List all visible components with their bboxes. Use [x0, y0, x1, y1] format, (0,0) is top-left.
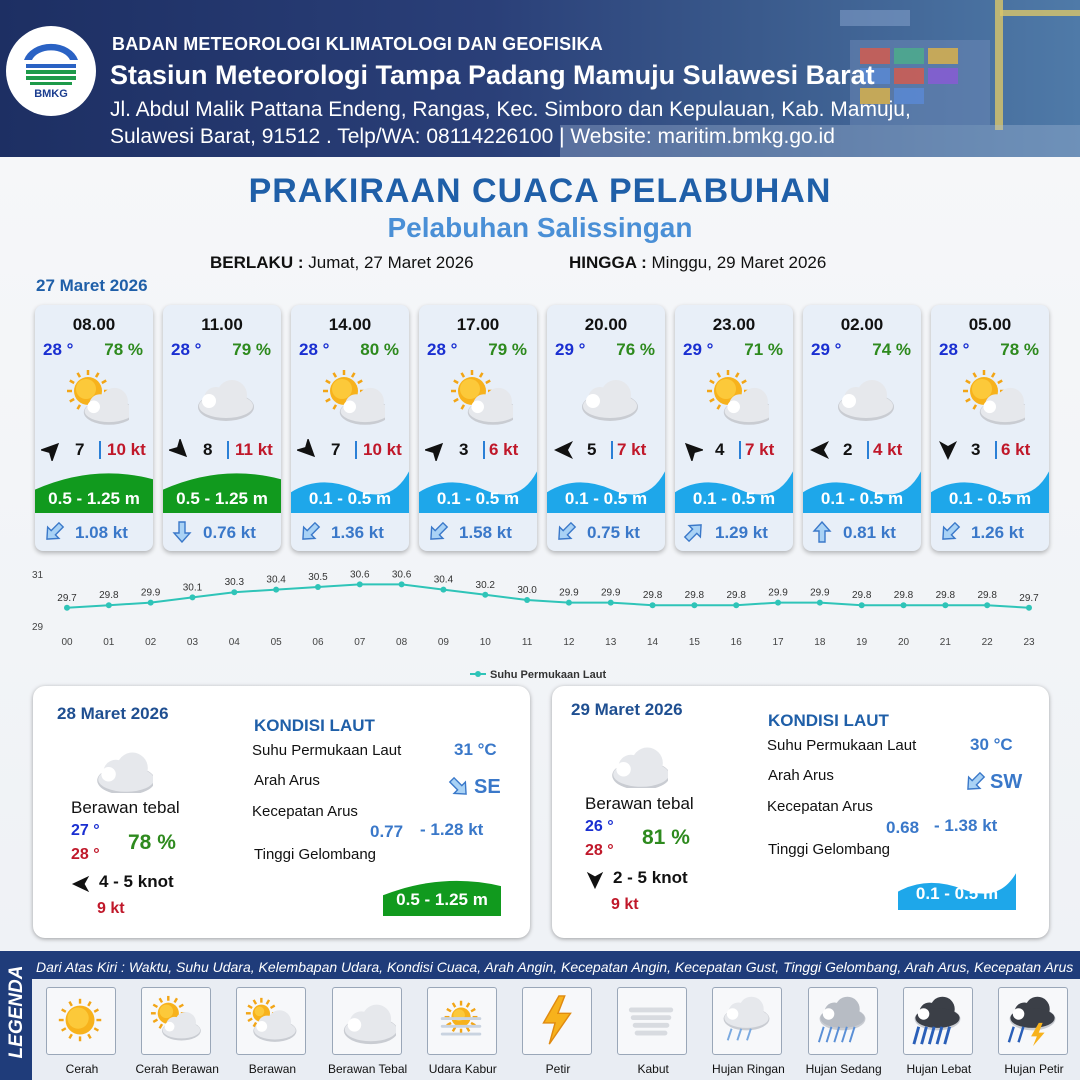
station-name: Stasiun Meteorologi Tampa Padang Mamuju Sulawesi Barat	[110, 60, 875, 90]
x-tick-label: 08	[396, 637, 408, 648]
legend-icon-box	[46, 987, 116, 1055]
gust-speed: 9 kt	[97, 900, 125, 917]
card-current	[35, 519, 153, 547]
data-point	[482, 592, 488, 598]
x-tick-label: 22	[981, 637, 993, 648]
panel-date: 29 Maret 2026	[571, 700, 683, 719]
current-speed: 1.36 kt	[331, 523, 384, 542]
data-label: 30.2	[475, 579, 495, 591]
current-arrow-icon	[448, 776, 470, 798]
current-arrow-icon	[683, 521, 705, 543]
overcast-icon	[827, 369, 897, 425]
data-label: 29.8	[99, 590, 119, 602]
current-speed-min: 0.77	[370, 822, 404, 841]
data-label: 30.4	[266, 574, 286, 586]
agency-name: BADAN METEOROLOGI KLIMATOLOGI DAN GEOFISIKA	[112, 34, 603, 54]
data-point	[984, 602, 990, 608]
card-temperature: 29 °	[683, 340, 714, 359]
haze-icon	[433, 994, 491, 1048]
wave-height: 0.5 - 1.25 m	[396, 890, 488, 909]
partly-cloudy-icon	[315, 369, 385, 425]
legend-title: LEGENDA	[6, 965, 27, 1059]
sunny-icon	[52, 994, 110, 1048]
gust-speed: 7 kt	[745, 440, 775, 459]
port-name: Pelabuhan Salissingan	[387, 212, 693, 243]
current-arrow-icon	[299, 521, 321, 543]
legend-label: Berawan Tebal	[328, 1062, 408, 1076]
legend-label: Berawan	[248, 1062, 297, 1076]
data-label: 30.3	[224, 577, 245, 589]
card-time: 02.00	[840, 315, 884, 334]
forecast-card	[35, 305, 153, 551]
legend-label: Hujan Lebat	[906, 1062, 972, 1076]
data-point	[733, 602, 739, 608]
current-speed-label: Kecepatan Arus	[252, 803, 358, 820]
card-temperature: 28 °	[299, 340, 330, 359]
data-point	[901, 602, 907, 608]
x-tick-label: 16	[730, 637, 742, 648]
x-tick-label: 11	[521, 637, 533, 648]
wave-height: 0.1 - 0.5 m	[948, 489, 1032, 508]
card-time: 14.00	[328, 315, 372, 334]
data-label: 30.6	[350, 569, 370, 581]
sea-condition-heading: KONDISI LAUT	[254, 716, 375, 735]
data-point	[650, 602, 656, 608]
gust-speed: 10 kt	[107, 440, 146, 459]
current-speed: 0.75 kt	[587, 523, 640, 542]
data-label: 29.9	[601, 587, 621, 599]
legend-side	[0, 951, 32, 1080]
card-temperature: 28 °	[939, 340, 970, 359]
x-tick-label: 18	[814, 637, 826, 648]
data-label: 29.7	[57, 592, 77, 604]
wave-height: 0.1 - 0.5 m	[308, 489, 392, 508]
wind-separator	[227, 441, 229, 459]
data-point	[189, 594, 195, 600]
x-tick-label: 03	[186, 637, 199, 648]
wind-arrow-icon	[553, 439, 575, 461]
legend-label: Hujan Petir	[1004, 1062, 1064, 1076]
wave-height: 0.1 - 0.5 m	[915, 884, 999, 903]
card-current	[675, 519, 793, 547]
legend-icon-box	[712, 987, 782, 1055]
current-direction: SW	[990, 771, 1023, 793]
data-point	[942, 602, 948, 608]
wind-speed: 7	[331, 440, 341, 459]
wind-separator	[867, 441, 869, 459]
card-wind	[425, 437, 533, 463]
data-point	[608, 600, 614, 606]
gust-speed: 10 kt	[363, 440, 402, 459]
data-point	[775, 600, 781, 606]
card-time: 11.00	[201, 315, 243, 334]
legend-items	[32, 979, 1080, 1080]
temp-min: 26 °	[585, 818, 614, 835]
card-wind	[297, 437, 405, 463]
data-point	[399, 581, 405, 587]
wave-height: 0.1 - 0.5 m	[820, 489, 904, 508]
light-rain-icon	[718, 994, 776, 1048]
x-tick-label: 12	[563, 637, 575, 648]
forecast-card	[291, 305, 409, 551]
sst-label: Suhu Permukaan Laut	[252, 742, 402, 759]
data-point	[148, 600, 154, 606]
legend-marker	[475, 671, 481, 677]
legend-icon-box	[236, 987, 306, 1055]
card-current	[547, 519, 665, 547]
card-current	[419, 519, 537, 547]
valid-to-value: Minggu, 29 Maret 2026	[651, 253, 827, 272]
wind-arrow-icon	[585, 870, 605, 890]
x-tick-label: 14	[647, 637, 659, 648]
wind-separator	[483, 441, 485, 459]
legend-item	[415, 987, 511, 1079]
gust-speed: 9 kt	[611, 896, 639, 913]
legend-item	[796, 987, 892, 1079]
card-time: 23.00	[712, 315, 756, 334]
current-speed: 1.08 kt	[75, 523, 128, 542]
current-direction-label: Arah Arus	[768, 767, 834, 784]
legend-icon-box	[427, 987, 497, 1055]
legend-icon-box	[617, 987, 687, 1055]
address-line-1: Jl. Abdul Malik Pattana Endeng, Rangas, Kec. Simboro dan Kepulauan, Kab. Mamuju,	[110, 98, 911, 121]
data-label: 29.8	[684, 590, 705, 602]
card-wind	[553, 437, 661, 463]
card-humidity: 74 %	[872, 340, 911, 359]
daily-panel	[552, 686, 1049, 938]
header-banner	[0, 0, 1080, 157]
valid-from	[210, 253, 474, 273]
current-direction-label: Arah Arus	[254, 772, 320, 789]
moderate-rain-icon	[814, 994, 872, 1048]
wave-height-label: Tinggi Gelombang	[768, 841, 891, 858]
legend-description: Dari Atas Kiri : Waktu, Suhu Udara, Kelembapan Udara, Kondisi Cuaca, Arah Angin, Kecepatan Angin, Kecepatan Gust, Tinggi Gelombang, Arah Arus, Kecepatan Arus	[36, 959, 1074, 975]
wind-separator	[355, 441, 357, 459]
card-temperature: 28 °	[427, 340, 458, 359]
card-current	[291, 519, 409, 547]
panel-date: 28 Maret 2026	[57, 704, 169, 723]
wind-speed: 2	[843, 440, 853, 459]
card-wind	[937, 437, 1045, 463]
data-label: 29.9	[559, 587, 579, 599]
data-point	[231, 589, 237, 595]
gust-speed: 6 kt	[489, 440, 519, 459]
current-arrow-icon	[555, 521, 577, 543]
current-speed: 0.81 kt	[843, 523, 896, 542]
x-tick-label: 21	[939, 637, 951, 648]
card-time: 08.00	[72, 315, 116, 334]
weather-condition: Berawan tebal	[71, 798, 180, 817]
data-point	[691, 602, 697, 608]
legend-item	[224, 987, 320, 1079]
wave-height-label: Tinggi Gelombang	[254, 846, 377, 863]
wave-height: 0.1 - 0.5 m	[692, 489, 776, 508]
current-speed-label: Kecepatan Arus	[767, 798, 873, 815]
data-point	[315, 584, 321, 590]
card-time: 17.00	[456, 315, 500, 334]
data-point	[440, 587, 446, 593]
wind-arrow-icon	[425, 439, 447, 461]
legend-item	[129, 987, 225, 1079]
x-tick-label: 23	[1023, 637, 1035, 648]
card-temperature: 28 °	[43, 340, 74, 359]
temp-max: 28 °	[585, 842, 614, 859]
thunderstorm-icon	[1004, 994, 1062, 1048]
daily-panel	[33, 686, 530, 938]
current-speed-min: 0.68	[886, 818, 920, 837]
wind-speed: 7	[75, 440, 85, 459]
x-tick-label: 20	[897, 637, 910, 648]
card-current	[931, 519, 1049, 547]
legend-label: Suhu Permukaan Laut	[490, 669, 607, 680]
x-tick-label: 00	[61, 637, 73, 648]
partly-cloudy-icon	[699, 369, 769, 425]
legend-label: Petir	[545, 1062, 571, 1076]
current-speed: 0.76 kt	[203, 523, 256, 542]
x-tick-label: 02	[145, 637, 157, 648]
wind-separator	[99, 441, 101, 459]
data-label: 29.9	[810, 587, 830, 599]
forecast-card	[547, 305, 665, 551]
data-point	[273, 587, 279, 593]
day1-date: 27 Maret 2026	[36, 276, 148, 295]
sst-value: 31 °C	[454, 740, 497, 759]
valid-from-label: BERLAKU :	[210, 253, 304, 272]
x-tick-label: 13	[605, 637, 617, 648]
temp-max: 28 °	[71, 846, 100, 863]
legend-label: Udara Kabur	[428, 1062, 497, 1076]
current-arrow-icon	[171, 521, 193, 543]
x-tick-label: 07	[354, 637, 366, 648]
gust-speed: 4 kt	[873, 440, 903, 459]
x-tick-label: 15	[688, 637, 700, 648]
sst-value: 30 °C	[970, 735, 1013, 754]
temp-min: 27 °	[71, 822, 100, 839]
forecast-card	[803, 305, 921, 551]
data-label: 29.8	[935, 590, 956, 602]
forecast-card	[931, 305, 1049, 551]
valid-to	[569, 253, 826, 273]
sst-label: Suhu Permukaan Laut	[767, 737, 917, 754]
valid-from-value: Jumat, 27 Maret 2026	[308, 253, 474, 272]
legend-label: Cerah	[65, 1062, 99, 1076]
wind-speed-range: 2 - 5 knot	[613, 868, 688, 887]
data-label: 29.7	[1019, 592, 1039, 604]
legend-icon-box	[332, 987, 402, 1055]
overcast-icon	[91, 741, 153, 793]
wind-arrow-icon	[71, 874, 91, 894]
data-label: 30.5	[308, 572, 328, 583]
card-current	[163, 519, 281, 547]
card-current	[803, 519, 921, 547]
wind-arrow-icon	[169, 439, 191, 461]
current-speed-max: - 1.38 kt	[934, 816, 998, 835]
wave-height: 0.1 - 0.5 m	[436, 489, 520, 508]
overcast-icon	[187, 369, 257, 425]
current-speed-max: - 1.28 kt	[420, 820, 484, 839]
legend-label: Hujan Ringan	[712, 1062, 785, 1076]
cloudy-icon	[242, 994, 300, 1048]
x-tick-label: 10	[479, 637, 491, 648]
partly-cloudy-icon	[443, 369, 513, 425]
partly-cloudy-icon	[955, 369, 1025, 425]
weather-condition: Berawan tebal	[585, 794, 694, 813]
legend-label: Kabut	[637, 1062, 669, 1076]
wind-speed: 3	[971, 440, 981, 459]
data-label: 29.8	[893, 590, 914, 602]
current-arrow-icon	[43, 521, 65, 543]
card-wind	[41, 437, 149, 463]
data-label: 29.8	[851, 590, 872, 602]
card-humidity: 79 %	[232, 340, 271, 359]
sea-condition-heading: KONDISI LAUT	[768, 711, 889, 730]
data-label: 29.9	[768, 587, 788, 599]
current-arrow-icon	[964, 771, 986, 793]
wave-height: 0.5 - 1.25 m	[176, 489, 268, 508]
wind-arrow-icon	[681, 439, 703, 461]
data-label: 30.4	[433, 574, 454, 586]
data-label: 29.8	[642, 590, 663, 602]
x-tick-label: 17	[772, 637, 784, 648]
partly-cloudy-icon	[59, 369, 129, 425]
legend-item	[34, 987, 130, 1079]
legend-icon-box	[141, 987, 211, 1055]
address-line-2: Sulawesi Barat, 91512 . Telp/WA: 08114226100 | Website: maritim.bmkg.go.id	[110, 125, 835, 148]
x-tick-label: 01	[103, 637, 115, 648]
card-wind	[809, 437, 917, 463]
overcast-icon	[338, 994, 396, 1048]
card-humidity: 71 %	[744, 340, 783, 359]
x-tick-label: 19	[856, 637, 868, 648]
gust-speed: 7 kt	[617, 440, 647, 459]
data-label: 30.6	[391, 569, 412, 581]
card-wind	[169, 437, 277, 463]
data-point	[566, 600, 572, 606]
data-point	[1026, 605, 1032, 611]
valid-to-label: HINGGA :	[569, 253, 647, 272]
overcast-icon	[571, 369, 641, 425]
data-label: 29.8	[726, 590, 746, 602]
forecast-card	[675, 305, 793, 551]
wave-height: 0.5 - 1.25 m	[48, 489, 140, 508]
card-humidity: 79 %	[488, 340, 527, 359]
wind-speed: 8	[203, 440, 213, 459]
forecast-card	[163, 305, 281, 551]
legend	[0, 951, 1080, 1080]
legend-item	[700, 987, 796, 1079]
card-humidity: 80 %	[360, 340, 399, 359]
gust-speed: 11 kt	[235, 440, 273, 459]
y-tick-label: 31	[32, 570, 44, 581]
x-tick-label: 04	[228, 637, 240, 648]
logo-emblem-icon	[6, 26, 96, 116]
bmkg-logo: BMKG	[6, 26, 96, 116]
sun-cloud-icon	[147, 994, 205, 1048]
wind-speed-range: 4 - 5 knot	[99, 872, 174, 891]
wind-separator	[995, 441, 997, 459]
page-title: PRAKIRAAN CUACA PELABUHAN	[248, 172, 832, 210]
wind-arrow-icon	[297, 439, 319, 461]
legend-icon-box	[808, 987, 878, 1055]
wind-speed: 4	[715, 440, 725, 459]
current-speed: 1.29 kt	[715, 523, 768, 542]
data-label: 30.0	[517, 585, 537, 596]
heavy-rain-icon	[909, 994, 967, 1048]
wind-speed: 5	[587, 440, 597, 459]
wind-arrow-icon	[937, 439, 959, 461]
data-point	[64, 605, 70, 611]
wave-height: 0.1 - 0.5 m	[564, 489, 648, 508]
x-tick-label: 05	[270, 637, 282, 648]
current-arrow-icon	[811, 521, 833, 543]
card-time: 20.00	[584, 315, 628, 334]
current-speed: 1.26 kt	[971, 523, 1024, 542]
legend-label: Cerah Berawan	[135, 1062, 219, 1076]
current-arrow-icon	[939, 521, 961, 543]
card-humidity: 76 %	[616, 340, 655, 359]
forecast-card	[419, 305, 537, 551]
legend-icon-box	[522, 987, 592, 1055]
legend-item	[891, 987, 987, 1079]
wind-separator	[611, 441, 613, 459]
current-arrow-icon	[427, 521, 449, 543]
wind-arrow-icon	[809, 439, 831, 461]
wind-separator	[739, 441, 741, 459]
fog-icon	[623, 994, 681, 1048]
card-humidity: 78 %	[104, 340, 143, 359]
data-point	[524, 597, 530, 603]
card-wind	[681, 437, 789, 463]
data-point	[106, 602, 112, 608]
card-time: 05.00	[968, 315, 1012, 334]
wind-speed: 3	[459, 440, 469, 459]
legend-label: Hujan Sedang	[805, 1062, 882, 1076]
humidity: 81 %	[642, 826, 690, 849]
data-point	[859, 602, 865, 608]
legend-item	[986, 987, 1080, 1079]
card-humidity: 78 %	[1000, 340, 1039, 359]
data-label: 29.9	[140, 587, 161, 599]
current-speed: 1.58 kt	[459, 523, 512, 542]
legend-item	[320, 987, 416, 1079]
data-label: 30.1	[182, 582, 203, 594]
data-point	[357, 581, 363, 587]
x-tick-label: 09	[437, 637, 449, 648]
humidity: 78 %	[128, 831, 176, 854]
wind-arrow-icon	[41, 439, 63, 461]
lightning-icon	[528, 994, 586, 1048]
card-temperature: 29 °	[811, 340, 842, 359]
legend-icon-box	[998, 987, 1068, 1055]
card-temperature: 28 °	[171, 340, 202, 359]
data-label: 29.8	[977, 590, 997, 602]
x-tick-label: 06	[312, 637, 324, 648]
legend-icon-box	[903, 987, 973, 1055]
legend-item	[510, 987, 606, 1079]
sst-line-chart	[30, 562, 1060, 680]
y-tick-label: 29	[32, 622, 44, 633]
gust-speed: 6 kt	[1001, 440, 1031, 459]
current-direction: SE	[474, 776, 501, 798]
card-temperature: 29 °	[555, 340, 586, 359]
series-line	[67, 584, 1029, 607]
data-point	[817, 600, 823, 606]
legend-item	[605, 987, 701, 1079]
overcast-icon	[606, 736, 668, 788]
